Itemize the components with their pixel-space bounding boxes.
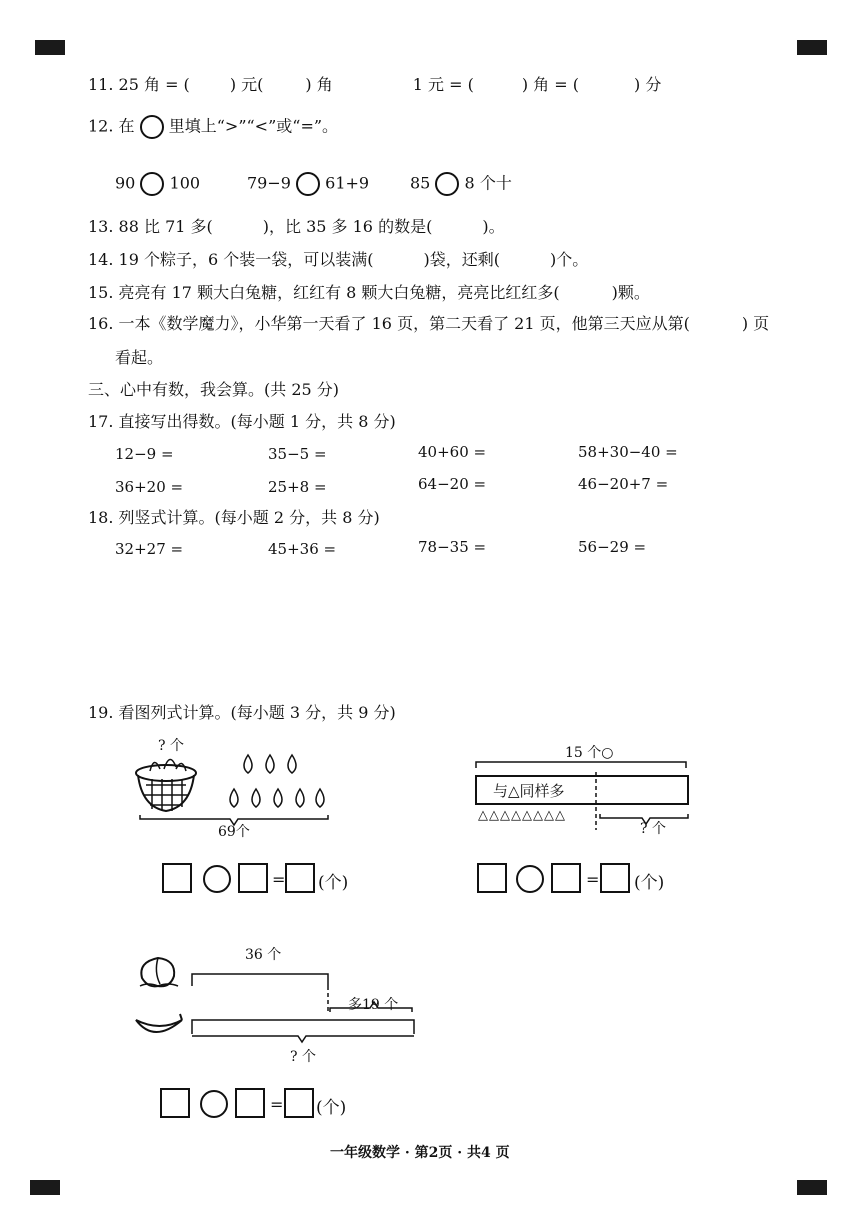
compare-item-2: 79−9 61+9 <box>247 172 369 196</box>
corner-mark-bottom-right <box>797 1180 827 1195</box>
answer-box[interactable] <box>238 863 268 893</box>
answer-box[interactable] <box>162 863 192 893</box>
compare-circle-1[interactable] <box>140 172 164 196</box>
equals-sign: = <box>586 870 600 889</box>
vertical-calc-item: 32+27 = <box>115 540 184 558</box>
fig3-bottom-label: ? 个 <box>290 1049 316 1065</box>
unit-label: (个) <box>316 1098 347 1118</box>
fig1-top-label: ? 个 <box>158 738 184 754</box>
corner-mark-bottom-left <box>30 1180 60 1195</box>
fig1-pears-illustration <box>130 745 460 835</box>
fig2-triangles: △△△△△△△△ <box>478 808 566 823</box>
question-19-title: 19. 看图列式计算。(每小题 3 分，共 9 分) <box>88 703 396 722</box>
answer-box[interactable] <box>477 863 507 893</box>
calc-item: 36+20 = <box>115 478 184 496</box>
unit-label: (个) <box>318 873 349 893</box>
answer-box[interactable] <box>600 863 630 893</box>
operator-circle[interactable] <box>200 1090 228 1118</box>
question-15: 15. 亮亮有 17 颗大白兔糖，红红有 8 颗大白兔糖，亮亮比红红多( )颗。 <box>88 283 650 302</box>
compare-item-3: 85 8 个十 <box>410 172 512 196</box>
page-footer: 一年级数学 · 第2页 · 共4 页 <box>330 1145 510 1161</box>
question-16: 16. 一本《数学魔力》，小华第一天看了 16 页，第二天看了 21 页，他第三天应从第( ) 页 <box>88 314 770 333</box>
compare-circle-sample <box>140 115 164 139</box>
answer-box[interactable] <box>235 1088 265 1118</box>
operator-circle[interactable] <box>203 865 231 893</box>
operator-circle[interactable] <box>516 865 544 893</box>
calc-item: 35−5 = <box>268 445 327 463</box>
fig2-bar-label: 与△同样多 <box>493 782 565 800</box>
fig2-top-label: 15 个○ <box>565 745 614 761</box>
calc-item: 25+8 = <box>268 478 327 496</box>
fig3-top-label: 36 个 <box>245 947 282 963</box>
unit-label: (个) <box>634 873 665 893</box>
compare-circle-3[interactable] <box>435 172 459 196</box>
calc-item: 12−9 = <box>115 445 174 463</box>
calc-item: 40+60 = <box>418 443 487 461</box>
answer-box[interactable] <box>551 863 581 893</box>
vertical-calc-item: 78−35 = <box>418 538 487 556</box>
answer-box[interactable] <box>285 863 315 893</box>
question-17-title: 17. 直接写出得数。(每小题 1 分，共 8 分) <box>88 412 396 431</box>
equals-sign: = <box>270 1095 284 1114</box>
compare-item-1: 90 100 <box>115 172 200 196</box>
vertical-calc-item: 56−29 = <box>578 538 647 556</box>
equals-sign: = <box>272 870 286 889</box>
question-11: 11. 25 角 = ( ) 元( ) 角 1 元 = ( ) 角 = ( ) 分 <box>88 75 662 94</box>
answer-box[interactable] <box>284 1088 314 1118</box>
answer-box[interactable] <box>160 1088 190 1118</box>
corner-mark-top-left <box>35 40 65 55</box>
question-18-title: 18. 列竖式计算。(每小题 2 分，共 8 分) <box>88 508 380 527</box>
fig3-more-label: 多19 个 <box>348 997 399 1013</box>
question-12-title: 12. 在 里填上“>”“<”或“=”。 <box>88 115 338 139</box>
corner-mark-top-right <box>797 40 827 55</box>
question-14: 14. 19 个粽子，6 个装一袋，可以装满( )袋，还剩( )个。 <box>88 250 589 269</box>
question-13: 13. 88 比 71 多( )，比 35 多 16 的数是( )。 <box>88 217 505 236</box>
calc-item: 64−20 = <box>418 475 487 493</box>
fig1-bottom-label: 69个 <box>218 824 250 840</box>
calc-item: 58+30−40 = <box>578 443 678 461</box>
fig2-bottom-label: ? 个 <box>640 821 666 837</box>
section-3-heading: 三、心中有数，我会算。(共 25 分) <box>88 380 340 399</box>
calc-item: 46−20+7 = <box>578 475 669 493</box>
compare-circle-2[interactable] <box>296 172 320 196</box>
question-16-cont: 看起。 <box>115 348 164 367</box>
vertical-calc-item: 45+36 = <box>268 540 337 558</box>
